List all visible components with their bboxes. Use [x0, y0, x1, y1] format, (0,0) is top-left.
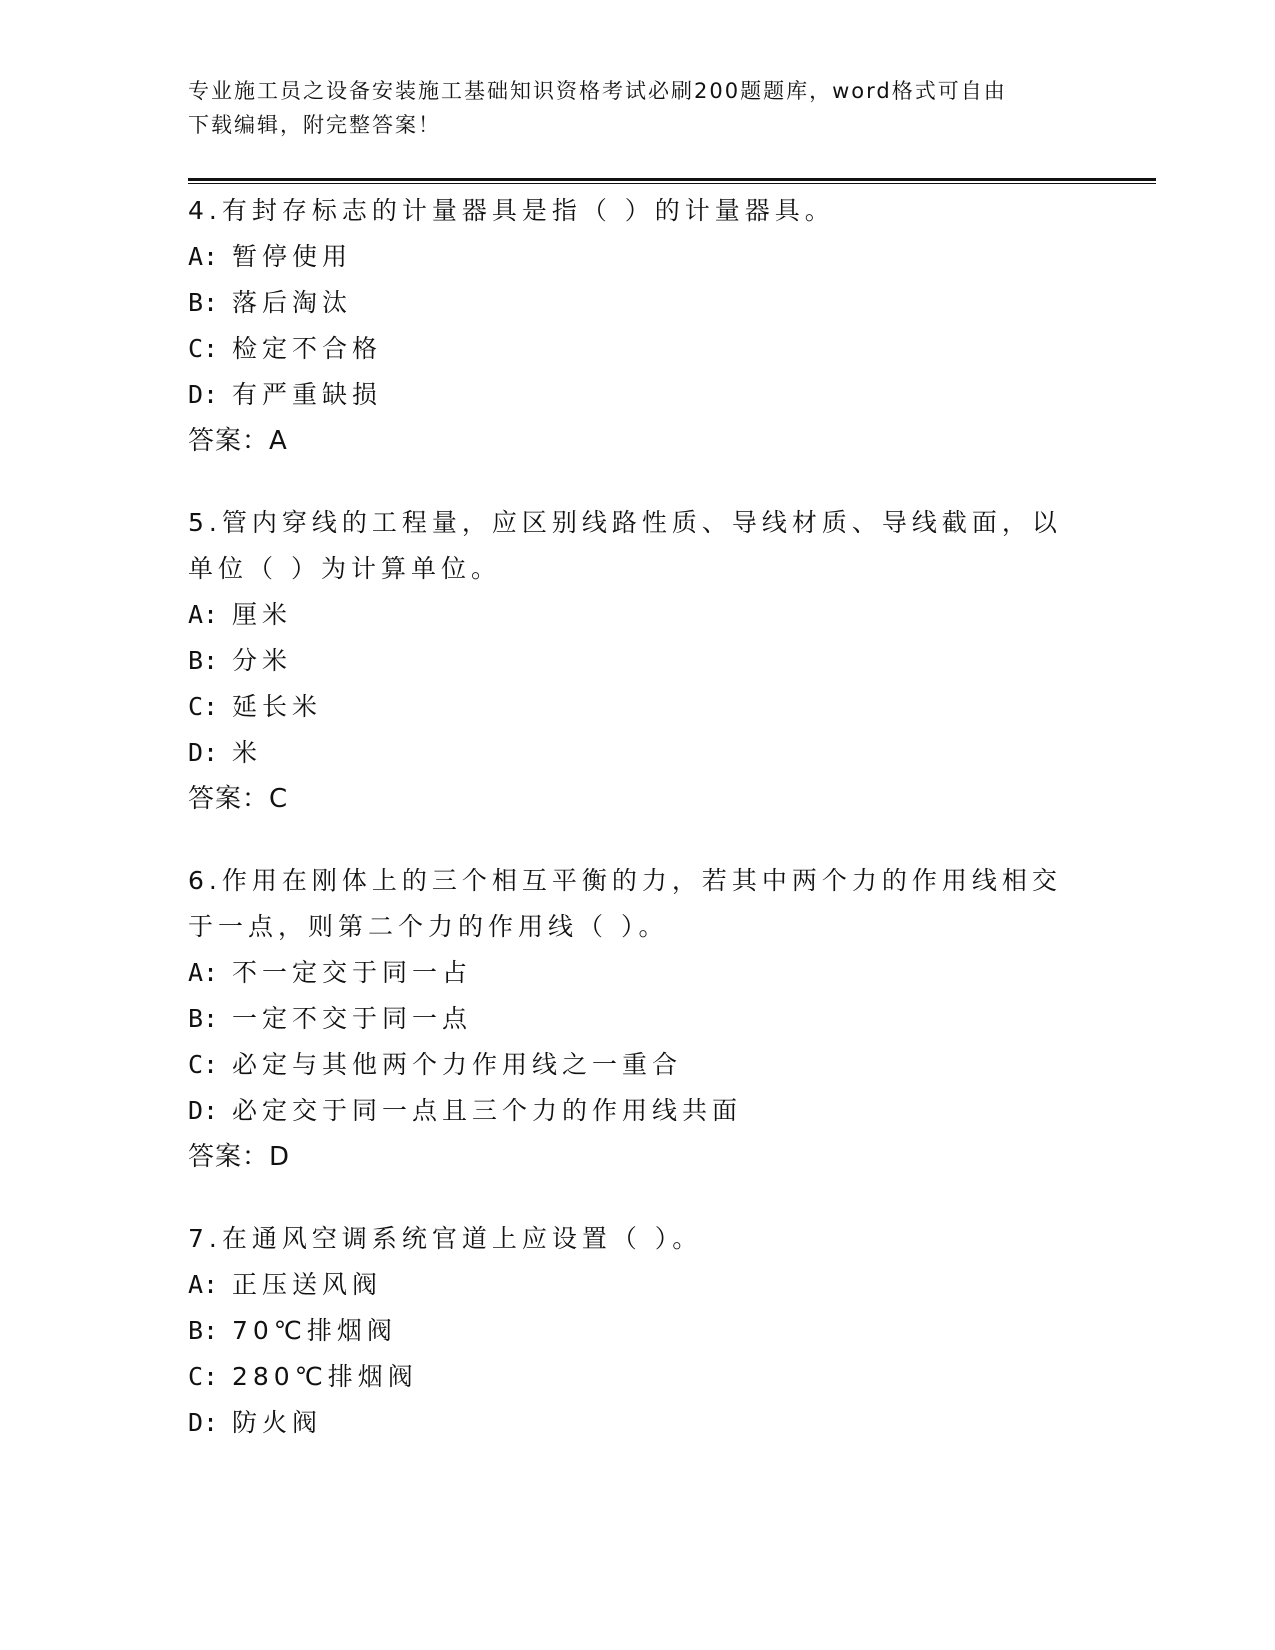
option-key: B: — [188, 646, 219, 675]
option-text: 必定与其他两个力作用线之一重合 — [232, 1050, 683, 1079]
question-list — [188, 188, 1156, 1482]
option-text: 有严重缺损 — [232, 380, 383, 409]
question-text: 4.有封存标志的计量器具是指（ ）的计量器具。 — [188, 196, 835, 225]
document-header — [188, 74, 1068, 142]
option-text: 不一定交于同一占 — [232, 958, 473, 987]
option-a — [188, 950, 1156, 996]
header-divider-thick — [188, 178, 1156, 181]
option-key: B: — [188, 1004, 219, 1033]
header-divider-thin — [188, 183, 1156, 184]
option-text: 防火阀 — [232, 1408, 323, 1437]
question-text: 7.在通风空调系统官道上应设置（ ）。 — [188, 1224, 703, 1253]
answer-line: 答案：A — [188, 426, 288, 456]
option-c — [188, 684, 1156, 730]
option-key: D: — [188, 1096, 219, 1125]
option-b — [188, 638, 1156, 684]
option-text: 暂停使用 — [232, 242, 353, 271]
question-6 — [188, 858, 1156, 1180]
option-key: A: — [188, 958, 219, 987]
question-text: 5.管内穿线的工程量，应区别线路性质、导线材质、导线截面，以单位（ ）为计算单位。 — [188, 508, 1062, 583]
option-text: 280℃排烟阀 — [232, 1362, 418, 1391]
option-b — [188, 280, 1156, 326]
option-a — [188, 234, 1156, 280]
option-text: 70℃排烟阀 — [232, 1316, 397, 1345]
option-key: A: — [188, 242, 219, 271]
option-text: 厘米 — [232, 600, 293, 629]
option-key: B: — [188, 288, 219, 317]
option-key: C: — [188, 1362, 219, 1391]
question-text: 6.作用在刚体上的三个相互平衡的力，若其中两个力的作用线相交于一点，则第二个力的作用线（ ）。 — [188, 866, 1062, 941]
option-text: 米 — [232, 738, 263, 767]
option-text: 延长米 — [232, 692, 323, 721]
option-a — [188, 592, 1156, 638]
option-d — [188, 372, 1156, 418]
option-a — [188, 1262, 1156, 1308]
option-text: 必定交于同一点且三个力的作用线共面 — [232, 1096, 743, 1125]
option-key: A: — [188, 1270, 219, 1299]
option-text: 落后淘汰 — [232, 288, 353, 317]
option-d — [188, 1400, 1156, 1446]
option-text: 一定不交于同一点 — [232, 1004, 473, 1033]
option-key: C: — [188, 334, 219, 363]
option-key: C: — [188, 692, 219, 721]
option-key: C: — [188, 1050, 219, 1079]
option-b — [188, 1308, 1156, 1354]
document-page — [188, 0, 1156, 1650]
option-key: D: — [188, 380, 219, 409]
option-c — [188, 1042, 1156, 1088]
option-key: D: — [188, 1408, 219, 1437]
option-key: B: — [188, 1316, 219, 1345]
question-4 — [188, 188, 1156, 464]
answer-line: 答案：D — [188, 1142, 291, 1172]
option-key: A: — [188, 600, 219, 629]
option-d — [188, 730, 1156, 776]
question-7 — [188, 1216, 1156, 1446]
answer-line: 答案：C — [188, 784, 289, 814]
option-text: 正压送风阀 — [232, 1270, 383, 1299]
option-c — [188, 326, 1156, 372]
question-5 — [188, 500, 1156, 822]
option-text: 检定不合格 — [232, 334, 383, 363]
header-title-line-1: 专业施工员之设备安装施工基础知识资格考试必刷200题题库，word格式可自由 — [188, 79, 1007, 103]
option-text: 分米 — [232, 646, 293, 675]
option-b — [188, 996, 1156, 1042]
option-c — [188, 1354, 1156, 1400]
option-key: D: — [188, 738, 219, 767]
header-title-line-2: 下载编辑，附完整答案！ — [188, 113, 441, 137]
option-d — [188, 1088, 1156, 1134]
